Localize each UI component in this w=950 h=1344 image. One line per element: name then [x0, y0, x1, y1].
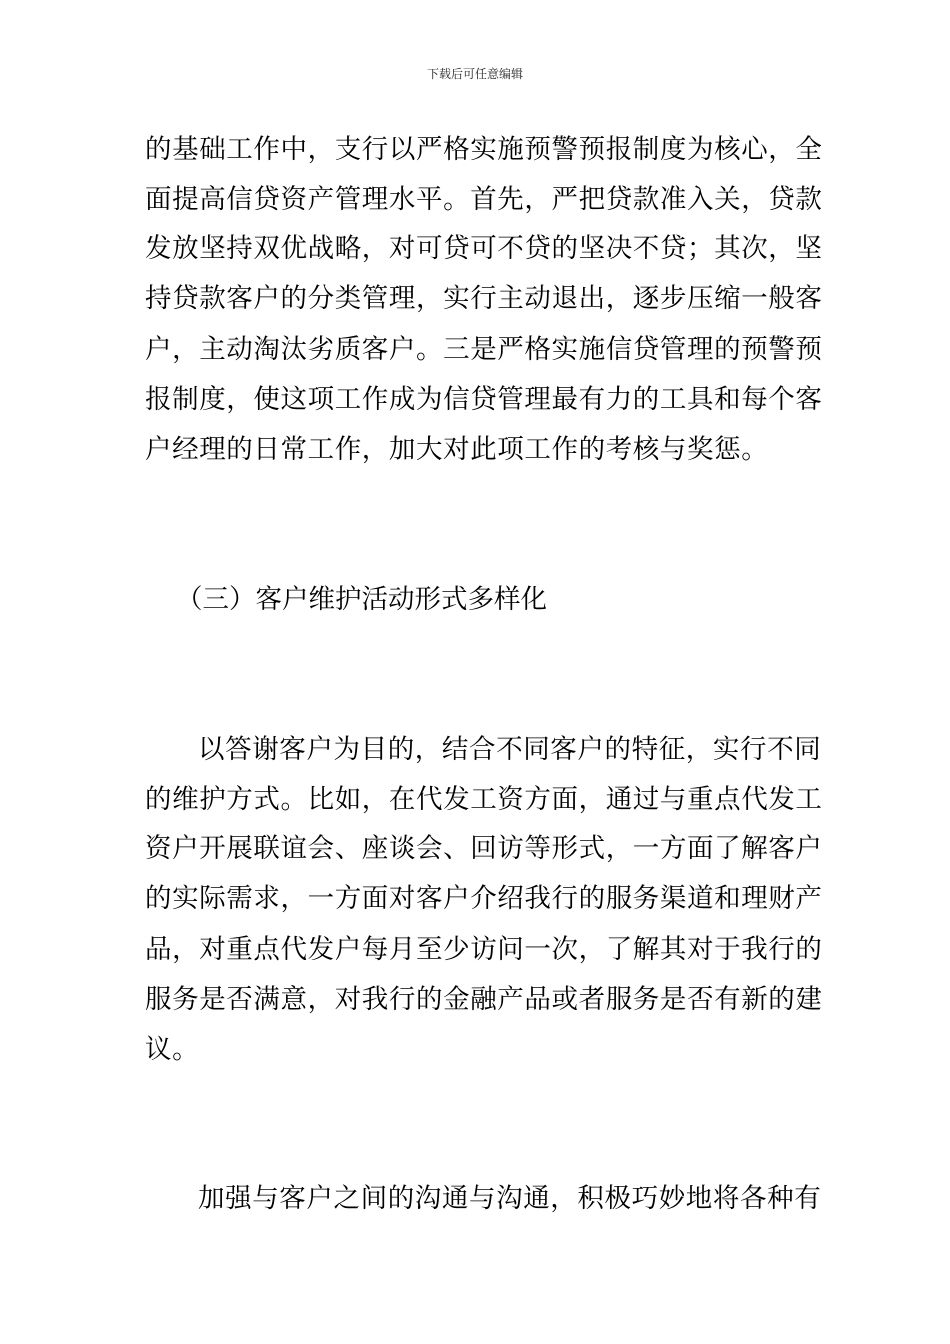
text-line: 报制度，使这项工作成为信贷管理最有力的工具和每个客	[145, 384, 823, 415]
section-heading: （三）客户维护活动形式多样化	[176, 584, 547, 615]
text-line: 的实际需求，一方面对客户介绍我行的服务渠道和理财产	[145, 883, 823, 914]
text-line: 以答谢客户为目的，结合不同客户的特征，实行不同	[198, 734, 822, 765]
text-line: 服务是否满意，对我行的金融产品或者服务是否有新的建	[145, 984, 823, 1015]
page-header-note: 下载后可任意编辑	[426, 67, 523, 81]
text-line: 发放坚持双优战略，对可贷可不贷的坚决不贷；其次，坚	[145, 233, 823, 264]
text-line: 户经理的日常工作，加大对此项工作的考核与奖惩。	[145, 434, 769, 465]
text-line: 面提高信贷资产管理水平。首先，严把贷款准入关，贷款	[145, 184, 823, 215]
text-line: 的基础工作中，支行以严格实施预警预报制度为核心，全	[145, 134, 823, 165]
text-line: 的维护方式。比如，在代发工资方面，通过与重点代发工	[145, 784, 823, 815]
text-line: 议。	[145, 1034, 200, 1065]
text-line: 品，对重点代发户每月至少访问一次，了解其对于我行的	[145, 934, 823, 965]
text-line: 加强与客户之间的沟通与沟通，积极巧妙地将各种有	[198, 1183, 822, 1214]
text-line: 资户开展联谊会、座谈会、回访等形式，一方面了解客户	[145, 833, 823, 864]
text-line: 户，主动淘汰劣质客户。三是严格实施信贷管理的预警预	[145, 334, 823, 365]
text-line: 持贷款客户的分类管理，实行主动退出，逐步压缩一般客	[145, 283, 823, 314]
